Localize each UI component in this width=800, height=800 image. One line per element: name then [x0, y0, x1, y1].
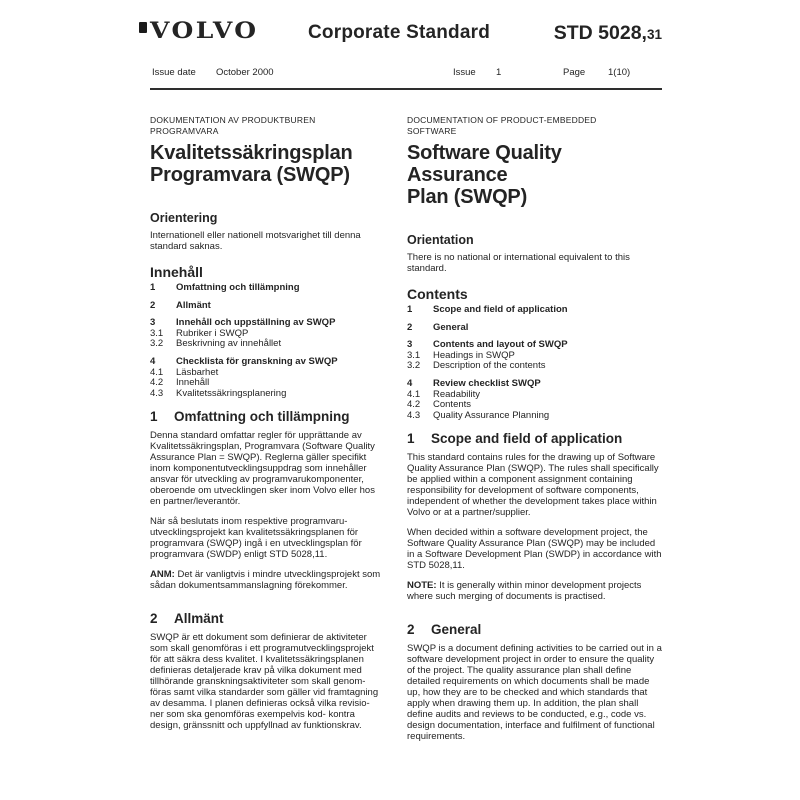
issue-date-value: October 2000	[216, 67, 274, 78]
section-2-paragraph-en: SWQP is a document defining activities to be carried out in a software development project in order to ensure the quality of the project. The quality assurance plan shall define detailed requirements on which documents shall be made up, how they are to be checked and which standards that apply when drawing them up. In addition, the plan shall define audits and reviews to be conducted, e.g., code vs. design documentation, interface and fulfilment of functional requirements.	[407, 643, 662, 743]
header-meta-row	[150, 67, 662, 79]
section-title: Scope and field of application	[431, 431, 623, 447]
toc-label: Beskrivning av innehållet	[176, 338, 282, 350]
toc-number: 4.2	[150, 377, 164, 389]
toc-label: Kvalitetssäkringsplanering	[176, 387, 287, 399]
toc-label: Contents and layout of SWQP	[433, 339, 568, 351]
note-text: Det är vanligtvis i mindre utvecklingsprojekt som sådan dokumentsammanslagning förekommer.	[150, 569, 381, 592]
title-line1: Software Quality Assurance	[407, 142, 562, 186]
section-2-heading-en	[407, 622, 662, 637]
toc-number: 1	[407, 304, 413, 315]
toc-row	[407, 323, 662, 334]
toc-number: 3	[407, 339, 413, 351]
section-title: Allmänt	[174, 611, 224, 627]
section-1-paragraph-1-en: This standard contains rules for the drawing up of Software Quality Assurance Plan (SWQP). The rules shall specifically be applied within a component assignment containing responsibility for development of software components, independent of whether the development takes place within Volvo or at a partner/supplier.	[407, 452, 659, 519]
toc-label: Innehåll	[176, 377, 210, 389]
doc-category-line1: DOKUMENTATION AV PRODUKTBUREN	[150, 115, 316, 125]
section-1-note-sv	[150, 569, 383, 591]
contents-heading-sv: Innehåll	[150, 264, 203, 280]
toc-row	[407, 305, 662, 316]
toc-label: Quality Assurance Planning	[433, 409, 550, 421]
standard-number-suffix: 31	[646, 27, 662, 42]
toc-label: Checklista för granskning av SWQP	[176, 355, 338, 367]
section-1-heading-en	[407, 431, 662, 446]
document-title-sv	[150, 142, 383, 186]
toc-label: Review checklist SWQP	[433, 377, 541, 389]
toc-row	[407, 379, 662, 390]
section-2-paragraph-sv: SWQP är ett dokument som definierar de aktiviteter som skall genomföras i ett programutvecklingsprojekt för att säkra dess kvalitet. I kvalitetssäkringsplanen definieras detaljerade krav på vilka dokument med tillhörande granskningsaktiviteter som skall genom-föras samt vilka standarder som gäller vid framtagning av desamma. I planen definieras också vilka revisio-ner som ska genomföras exempelvis kod- kontra design, gränssnitt och uppfyllnad av funktionskrav.	[150, 632, 379, 732]
orientation-text-en: There is no national or international equivalent to this standard.	[407, 252, 630, 274]
toc-label: Description of the contents	[433, 360, 546, 372]
toc-row	[150, 357, 383, 368]
toc-number: 3.2	[407, 360, 421, 372]
doc-category-line1: DOCUMENTATION OF PRODUCT-EMBEDDED	[407, 115, 597, 125]
scan-artifact-mark	[139, 22, 147, 33]
section-number: 1	[150, 409, 158, 425]
toc-number: 4.3	[150, 387, 164, 399]
toc-number: 3.1	[150, 327, 164, 339]
toc-number: 3	[150, 317, 156, 329]
toc-label: Innehåll och uppställning av SWQP	[176, 317, 336, 329]
toc-row	[150, 301, 383, 312]
orientation-text-sv: Internationell eller nationell motsvarighet till denna standard saknas.	[150, 230, 361, 252]
section-number: 2	[407, 622, 415, 638]
document-type-title: Corporate Standard	[308, 22, 491, 43]
page-number: 1(10)	[608, 67, 631, 78]
title-line1: Kvalitetssäkringsplan	[150, 142, 353, 164]
doc-category-line2: PROGRAMVARA	[150, 125, 219, 136]
note-label: ANM:	[150, 569, 175, 581]
toc-number: 1	[150, 282, 156, 293]
swedish-column	[150, 115, 383, 742]
document-title-en	[407, 142, 662, 208]
toc-label: Readability	[433, 388, 480, 400]
toc-label: General	[433, 321, 469, 333]
doc-category-en	[407, 115, 662, 136]
section-title: General	[431, 622, 482, 638]
doc-category-line2: SOFTWARE	[407, 125, 457, 136]
section-1-heading-sv	[150, 409, 383, 424]
toc-row	[150, 339, 383, 350]
toc-label: Omfattning och tillämpning	[176, 282, 300, 293]
section-1-paragraph-2-sv: När så beslutats inom respektive programvaru-utvecklingsprojekt kan kvalitetssäkringsplanen för programvara (SWQP) ingå i en utvecklingsplan för programvara (SWDP) enligt STD 5028,11.	[150, 516, 362, 561]
contents-heading-en: Contents	[407, 286, 468, 302]
toc-number: 3.1	[407, 349, 421, 361]
toc-number: 4	[407, 377, 413, 389]
section-1-note-en	[407, 580, 662, 602]
toc-number: 4.3	[407, 409, 421, 421]
toc-number: 4	[150, 355, 156, 367]
toc-number: 2	[407, 321, 413, 333]
toc-number: 3.2	[150, 338, 164, 350]
page-label: Page	[563, 67, 586, 78]
english-column	[407, 115, 662, 742]
standard-number	[554, 22, 662, 45]
two-column-body	[150, 115, 662, 742]
toc-label: Rubriker i SWQP	[176, 327, 249, 339]
orientation-heading-sv: Orientering	[150, 211, 218, 225]
toc-row	[150, 389, 383, 400]
toc-number: 4.1	[407, 388, 421, 400]
toc-label: Scope and field of application	[433, 304, 568, 315]
toc-number: 2	[150, 299, 156, 311]
toc-row	[150, 283, 383, 294]
standard-number-main: STD 5028,	[553, 22, 647, 44]
volvo-logo: VOLVO	[150, 18, 259, 44]
section-number: 2	[150, 611, 158, 627]
section-1-paragraph-2-en: When decided within a software development project, the Software Quality Assurance Plan (SWQP) may be included in a Software Development Plan (SWDP) in accordance with STD 5028,11.	[407, 527, 662, 572]
section-1-paragraph-1-sv: Denna standard omfattar regler för upprättande av Kvalitetssäkringsplan, Programvara (Software Quality Assurance Plan = SWQP). Reglerna gäller specifikt inom komponentutvecklingsuppdrag som innehåller ansvar för utveckling av programvarukomponenter, oberoende om utvecklingen sker inom Volvo eller hos en partner/leverantör.	[150, 430, 375, 508]
toc-label: Contents	[433, 399, 472, 411]
toc-number: 4.2	[407, 399, 421, 411]
header-divider	[150, 88, 662, 90]
toc-en	[407, 305, 662, 421]
orientation-heading-en: Orientation	[407, 233, 474, 247]
note-text: It is generally within minor development projects where such merging of documents is practised.	[407, 580, 642, 603]
issue-date-label: Issue date	[152, 67, 196, 78]
section-2-heading-sv	[150, 611, 383, 626]
section-title: Omfattning och tillämpning	[174, 409, 350, 425]
title-line2: Plan (SWQP)	[407, 186, 528, 208]
issue-number: 1	[496, 67, 502, 78]
document-page	[150, 0, 662, 742]
toc-sv	[150, 283, 383, 399]
toc-number: 4.1	[150, 366, 164, 378]
toc-label: Headings in SWQP	[433, 349, 515, 361]
doc-category-sv	[150, 115, 383, 136]
toc-label: Läsbarhet	[176, 366, 219, 378]
toc-row	[407, 411, 662, 422]
section-number: 1	[407, 431, 415, 447]
toc-row	[407, 361, 662, 372]
toc-label: Allmänt	[176, 299, 211, 311]
note-label: NOTE:	[407, 580, 437, 592]
issue-label: Issue	[453, 67, 476, 78]
document-header	[150, 18, 662, 52]
title-line2: Programvara (SWQP)	[150, 164, 350, 186]
